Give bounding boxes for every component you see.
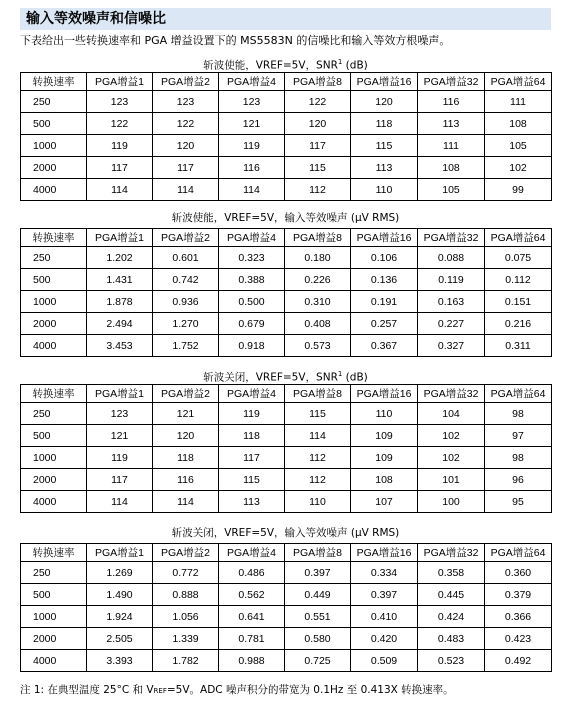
value-cell: 0.423: [485, 628, 552, 650]
value-cell: 0.226: [285, 269, 351, 291]
value-cell: 115: [351, 135, 418, 157]
column-header: PGA增益1: [87, 229, 153, 247]
value-cell: 117: [87, 157, 153, 179]
column-header: PGA增益16: [351, 229, 418, 247]
value-cell: 0.781: [219, 628, 285, 650]
column-header: PGA增益64: [485, 229, 552, 247]
table-row: [21, 91, 552, 113]
footnote-suffix: =5V。ADC 噪声积分的带宽为 0.1Hz 至 0.413X 转换速率。: [166, 684, 454, 696]
caption-text: 斩波关闭，VREF=5V，输入等效噪声 (μV RMS): [171, 527, 400, 539]
column-header: PGA增益1: [87, 544, 153, 562]
table-row: [21, 179, 552, 201]
value-cell: 0.257: [351, 313, 418, 335]
noise-table-chop-off: [20, 543, 552, 672]
value-cell: 114: [153, 491, 219, 513]
value-cell: 0.551: [285, 606, 351, 628]
value-cell: 114: [219, 179, 285, 201]
column-header: PGA增益2: [153, 385, 219, 403]
section-title: 输入等效噪声和信噪比: [20, 8, 551, 30]
value-cell: 0.420: [351, 628, 418, 650]
value-cell: 120: [153, 135, 219, 157]
value-cell: 0.191: [351, 291, 418, 313]
value-cell: 3.393: [87, 650, 153, 672]
value-cell: 116: [153, 469, 219, 491]
value-cell: 0.216: [485, 313, 552, 335]
rate-cell: 4000: [21, 335, 87, 357]
rate-cell: 500: [21, 425, 87, 447]
caption-unit: (dB): [342, 371, 368, 384]
value-cell: 0.119: [418, 269, 485, 291]
caption-footnote-mark: 1: [337, 58, 343, 66]
value-cell: 0.918: [219, 335, 285, 357]
value-cell: 121: [87, 425, 153, 447]
value-cell: 112: [285, 447, 351, 469]
table-caption-1: [20, 56, 551, 73]
value-cell: 116: [418, 91, 485, 113]
value-cell: 0.227: [418, 313, 485, 335]
value-cell: 0.601: [153, 247, 219, 269]
column-header: PGA增益32: [418, 73, 485, 91]
value-cell: 115: [285, 157, 351, 179]
value-cell: 123: [153, 91, 219, 113]
value-cell: 118: [153, 447, 219, 469]
value-cell: 102: [485, 157, 552, 179]
value-cell: 2.494: [87, 313, 153, 335]
value-cell: 114: [87, 179, 153, 201]
value-cell: 120: [153, 425, 219, 447]
value-cell: 117: [87, 469, 153, 491]
caption-unit: (dB): [342, 59, 368, 72]
rate-cell: 1000: [21, 447, 87, 469]
rate-cell: 2000: [21, 628, 87, 650]
value-cell: 0.180: [285, 247, 351, 269]
value-cell: 0.397: [285, 562, 351, 584]
value-cell: 104: [418, 403, 485, 425]
value-cell: 0.888: [153, 584, 219, 606]
value-cell: 0.641: [219, 606, 285, 628]
rate-cell: 500: [21, 113, 87, 135]
value-cell: 0.523: [418, 650, 485, 672]
rate-cell: 500: [21, 269, 87, 291]
value-cell: 118: [219, 425, 285, 447]
value-cell: 102: [418, 447, 485, 469]
value-cell: 117: [219, 447, 285, 469]
value-cell: 0.408: [285, 313, 351, 335]
value-cell: 0.424: [418, 606, 485, 628]
value-cell: 107: [351, 491, 418, 513]
rate-cell: 500: [21, 584, 87, 606]
column-header: PGA增益8: [285, 385, 351, 403]
value-cell: 1.056: [153, 606, 219, 628]
value-cell: 1.878: [87, 291, 153, 313]
value-cell: 1.339: [153, 628, 219, 650]
rate-cell: 1000: [21, 606, 87, 628]
value-cell: 0.397: [351, 584, 418, 606]
value-cell: 105: [418, 179, 485, 201]
value-cell: 105: [485, 135, 552, 157]
value-cell: 2.505: [87, 628, 153, 650]
column-header: PGA增益16: [351, 544, 418, 562]
value-cell: 0.379: [485, 584, 552, 606]
table-row: [21, 425, 552, 447]
value-cell: 119: [87, 135, 153, 157]
value-cell: 0.725: [285, 650, 351, 672]
value-cell: 96: [485, 469, 552, 491]
rate-cell: 2000: [21, 313, 87, 335]
column-header: 转换速率: [21, 73, 87, 91]
value-cell: 0.580: [285, 628, 351, 650]
value-cell: 95: [485, 491, 552, 513]
snr-table-chop-off: [20, 384, 552, 513]
rate-cell: 2000: [21, 469, 87, 491]
value-cell: 0.310: [285, 291, 351, 313]
value-cell: 1.782: [153, 650, 219, 672]
value-cell: 118: [351, 113, 418, 135]
column-header: PGA增益8: [285, 229, 351, 247]
column-header: PGA增益1: [87, 73, 153, 91]
table-row: [21, 269, 552, 291]
table-row: [21, 469, 552, 491]
value-cell: 0.151: [485, 291, 552, 313]
value-cell: 0.772: [153, 562, 219, 584]
table-row: [21, 628, 552, 650]
footnote-subscript: REF: [153, 687, 167, 695]
value-cell: 1.431: [87, 269, 153, 291]
table-row: [21, 562, 552, 584]
caption-text: 斩波使能，VREF=5V，输入等效噪声 (μV RMS): [171, 212, 400, 224]
value-cell: 0.360: [485, 562, 552, 584]
value-cell: 0.410: [351, 606, 418, 628]
table-row: [21, 403, 552, 425]
table-row: [21, 157, 552, 179]
value-cell: 110: [351, 403, 418, 425]
column-header: PGA增益4: [219, 73, 285, 91]
value-cell: 1.490: [87, 584, 153, 606]
column-header: PGA增益4: [219, 385, 285, 403]
column-header: PGA增益64: [485, 544, 552, 562]
value-cell: 122: [285, 91, 351, 113]
table-row: [21, 313, 552, 335]
value-cell: 1.270: [153, 313, 219, 335]
table-row: [21, 135, 552, 157]
value-cell: 113: [418, 113, 485, 135]
column-header: PGA增益32: [418, 229, 485, 247]
rate-cell: 1000: [21, 135, 87, 157]
value-cell: 114: [153, 179, 219, 201]
value-cell: 102: [418, 425, 485, 447]
table-caption-4: [20, 527, 551, 540]
column-header: PGA增益32: [418, 544, 485, 562]
value-cell: 115: [219, 469, 285, 491]
column-header: 转换速率: [21, 544, 87, 562]
value-cell: 117: [153, 157, 219, 179]
value-cell: 3.453: [87, 335, 153, 357]
table-row: [21, 447, 552, 469]
table-caption-3: [20, 368, 551, 385]
table-header-row: [21, 73, 552, 91]
table-row: [21, 650, 552, 672]
value-cell: 110: [285, 491, 351, 513]
table-caption-2: [20, 212, 551, 225]
rate-cell: 4000: [21, 650, 87, 672]
column-header: 转换速率: [21, 385, 87, 403]
value-cell: 0.742: [153, 269, 219, 291]
value-cell: 0.562: [219, 584, 285, 606]
value-cell: 110: [351, 179, 418, 201]
value-cell: 97: [485, 425, 552, 447]
value-cell: 0.075: [485, 247, 552, 269]
value-cell: 113: [219, 491, 285, 513]
value-cell: 0.483: [418, 628, 485, 650]
value-cell: 121: [153, 403, 219, 425]
value-cell: 0.106: [351, 247, 418, 269]
value-cell: 101: [418, 469, 485, 491]
value-cell: 116: [219, 157, 285, 179]
column-header: PGA增益4: [219, 544, 285, 562]
table-row: [21, 606, 552, 628]
value-cell: 114: [87, 491, 153, 513]
table-header-row: [21, 229, 552, 247]
value-cell: 0.358: [418, 562, 485, 584]
column-header: PGA增益16: [351, 73, 418, 91]
value-cell: 0.509: [351, 650, 418, 672]
value-cell: 122: [87, 113, 153, 135]
value-cell: 111: [485, 91, 552, 113]
value-cell: 98: [485, 403, 552, 425]
value-cell: 0.988: [219, 650, 285, 672]
value-cell: 115: [285, 403, 351, 425]
value-cell: 0.112: [485, 269, 552, 291]
value-cell: 0.492: [485, 650, 552, 672]
value-cell: 112: [285, 469, 351, 491]
value-cell: 0.679: [219, 313, 285, 335]
table-row: [21, 291, 552, 313]
table-row: [21, 335, 552, 357]
value-cell: 120: [285, 113, 351, 135]
value-cell: 0.367: [351, 335, 418, 357]
caption-footnote-mark: 1: [337, 370, 343, 378]
value-cell: 0.573: [285, 335, 351, 357]
table-row: [21, 584, 552, 606]
value-cell: 1.752: [153, 335, 219, 357]
table-row: [21, 247, 552, 269]
value-cell: 108: [485, 113, 552, 135]
value-cell: 120: [351, 91, 418, 113]
value-cell: 0.327: [418, 335, 485, 357]
value-cell: 99: [485, 179, 552, 201]
column-header: 转换速率: [21, 229, 87, 247]
caption-text: 斩波使能，VREF=5V，SNR: [203, 59, 338, 72]
value-cell: 1.924: [87, 606, 153, 628]
value-cell: 108: [418, 157, 485, 179]
value-cell: 111: [418, 135, 485, 157]
column-header: PGA增益16: [351, 385, 418, 403]
value-cell: 122: [153, 113, 219, 135]
value-cell: 114: [285, 425, 351, 447]
value-cell: 117: [285, 135, 351, 157]
column-header: PGA增益4: [219, 229, 285, 247]
value-cell: 98: [485, 447, 552, 469]
table-header-row: [21, 385, 552, 403]
rate-cell: 250: [21, 247, 87, 269]
column-header: PGA增益1: [87, 385, 153, 403]
value-cell: 119: [219, 135, 285, 157]
column-header: PGA增益64: [485, 73, 552, 91]
value-cell: 0.500: [219, 291, 285, 313]
value-cell: 108: [351, 469, 418, 491]
value-cell: 1.202: [87, 247, 153, 269]
column-header: PGA增益2: [153, 229, 219, 247]
value-cell: 121: [219, 113, 285, 135]
rate-cell: 4000: [21, 491, 87, 513]
value-cell: 123: [87, 91, 153, 113]
rate-cell: 4000: [21, 179, 87, 201]
value-cell: 0.936: [153, 291, 219, 313]
value-cell: 0.334: [351, 562, 418, 584]
rate-cell: 250: [21, 403, 87, 425]
value-cell: 109: [351, 425, 418, 447]
caption-text: 斩波关闭，VREF=5V，SNR: [203, 371, 338, 384]
value-cell: 0.486: [219, 562, 285, 584]
column-header: PGA增益2: [153, 544, 219, 562]
value-cell: 113: [351, 157, 418, 179]
value-cell: 109: [351, 447, 418, 469]
snr-table-chop-on: [20, 72, 552, 201]
value-cell: 119: [219, 403, 285, 425]
intro-paragraph: 下表给出一些转换速率和 PGA 增益设置下的 MS5583N 的信噪比和输入等效方根噪声。: [20, 34, 451, 47]
value-cell: 0.136: [351, 269, 418, 291]
value-cell: 0.449: [285, 584, 351, 606]
value-cell: 0.445: [418, 584, 485, 606]
value-cell: 123: [219, 91, 285, 113]
value-cell: 112: [285, 179, 351, 201]
value-cell: 100: [418, 491, 485, 513]
table-row: [21, 113, 552, 135]
value-cell: 123: [87, 403, 153, 425]
noise-table-chop-on: [20, 228, 552, 357]
rate-cell: 2000: [21, 157, 87, 179]
value-cell: 119: [87, 447, 153, 469]
value-cell: 1.269: [87, 562, 153, 584]
column-header: PGA增益8: [285, 544, 351, 562]
value-cell: 0.163: [418, 291, 485, 313]
rate-cell: 1000: [21, 291, 87, 313]
rate-cell: 250: [21, 91, 87, 113]
value-cell: 0.366: [485, 606, 552, 628]
footnote-prefix: 注 1: 在典型温度 25°C 和 V: [20, 684, 154, 696]
column-header: PGA增益32: [418, 385, 485, 403]
column-header: PGA增益2: [153, 73, 219, 91]
column-header: PGA增益64: [485, 385, 552, 403]
table-header-row: [21, 544, 552, 562]
value-cell: 0.388: [219, 269, 285, 291]
rate-cell: 250: [21, 562, 87, 584]
value-cell: 0.311: [485, 335, 552, 357]
table-row: [21, 491, 552, 513]
column-header: PGA增益8: [285, 73, 351, 91]
value-cell: 0.323: [219, 247, 285, 269]
value-cell: 0.088: [418, 247, 485, 269]
footnote: [20, 682, 454, 697]
